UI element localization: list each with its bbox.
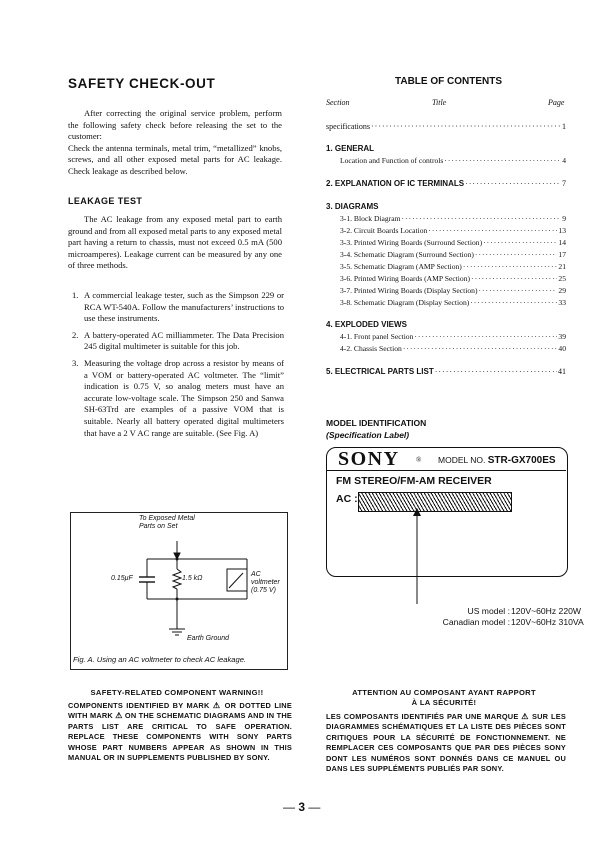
toc-header-page: Page: [548, 98, 565, 107]
attention-text: LES COMPOSANTS IDENTIFIÉS PAR UNE MARQUE ⚠ SUR LES DIAGRAMMES SCHÉMATIQUES ET LA LISTE DES PIÈCES SONT CRITIQUES POUR LA SÉCURITÉ DE FONCTIONNEMENT. NE REMPLACER CES COMPOSANTS QUE PAR DES PIÈCES SONY DONT LES NUMÉROS SONT DONNÉS DANS CE MANUEL OU DANS LES SUPPLÉMENTS PUBLIÉS PAR SONY.: [326, 712, 566, 774]
toc-header-section: Section: [326, 98, 350, 107]
toc-entry: 3-3. Printed Wiring Boards (Surround Section) ····· 14: [340, 238, 566, 247]
toc-entry: 5. ELECTRICAL PARTS LIST ····· 41: [326, 367, 566, 376]
list-item: [68, 330, 284, 353]
resistor-label: 1.5 kΩ: [182, 575, 203, 582]
toc-section-title: 4. EXPLODED VIEWS: [326, 320, 407, 329]
meter-label-2: voltmeter: [251, 579, 280, 586]
toc-entry: 3-7. Printed Wiring Boards (Display Section) ····· 29: [340, 286, 566, 295]
arrow-icon: [412, 508, 422, 604]
toc-entry: 4-1. Front panel Section ····· 39: [340, 332, 566, 341]
toc-entry: specifications ····· 1: [326, 122, 566, 131]
list-item-text: Measuring the voltage drop across a resistor by means of a VOM or battery-operated AC voltmeter. The “limit” indication is 0.75 V, so analog meters must have an accurate low-voltage scale. The Simpson 250 and Sanwa SH-63Trd are examples of a passive VOM that is suitable. Nearly all battery operated digital multimeters that have a 2 V AC range are suitable. (See Fig. A): [84, 357, 284, 438]
list-item-num: 3.: [72, 357, 79, 368]
warning-triangle-icon: ⚠: [212, 701, 222, 710]
list-item-num: 1.: [72, 290, 79, 300]
us-model-label: US model :: [467, 606, 510, 616]
capacitor-label: 0.15μF: [111, 575, 133, 582]
warning-text: COMPONENTS IDENTIFIED BY MARK ⚠ OR DOTTED LINE WITH MARK ⚠ ON THE SCHEMATIC DIAGRAMS AND IN THE PARTS LIST ARE CRITICAL TO SAFE OPERATION. REPLACE THESE COMPONENTS WITH SONY PARTS WHOSE PART NUMBERS APPEAR AS SHOWN IN THIS MANUAL OR IN SUPPLEMENTS PUBLISHED BY SONY.: [68, 701, 292, 763]
list-item-num: 2.: [72, 329, 79, 340]
leakage-text: [68, 214, 282, 272]
leakage-title: LEAKAGE TEST: [68, 196, 143, 206]
toc-section-title: 3. DIAGRAMS: [326, 202, 379, 211]
list-item: [68, 358, 284, 439]
model-number: MODEL NO. STR-GX700ES: [438, 455, 556, 466]
figure-caption: Fig. A. Using an AC voltmeter to check AC leakage.: [73, 655, 247, 664]
model-id-subtitle: (Specification Label): [326, 430, 410, 440]
toc-title: TABLE OF CONTENTS: [395, 76, 503, 87]
safety-title: SAFETY CHECK-OUT: [68, 76, 216, 91]
warning-triangle-icon: ⚠: [521, 712, 530, 721]
safety-intro-para-2: Check the antenna terminals, metal trim, “metallized” knobs, screws, and all other exposed metal parts for AC leakage. Check leakage as described below.: [68, 142, 282, 176]
ground-label: Earth Ground: [187, 635, 230, 642]
attention-title: ATTENTION AU COMPOSANT AYANT RAPPORT À LA SÉCURITÉ!: [352, 688, 536, 707]
warning-triangle-icon: ⚠: [115, 711, 123, 721]
ac-rating-area: [358, 492, 512, 512]
methods-list: [68, 290, 284, 444]
warning-title: SAFETY-RELATED COMPONENT WARNING!!: [90, 688, 264, 697]
page-number: — 3 —: [283, 800, 320, 814]
junction-dot: [176, 558, 179, 561]
leakage-para: The AC leakage from any exposed metal part to earth ground and from all exposed metal parts to any exposed metal part having a return to chassis, must not exceed 0.5 mA (500 microamperes). Leakage current can be measured by any one of three methods.: [68, 214, 282, 271]
toc-header-title: Title: [432, 98, 447, 107]
toc-entry: 3-8. Schematic Diagram (Display Section) ····· 33: [340, 298, 566, 307]
safety-intro-para-1: After correcting the original service problem, perform the following safety check before releasing the set to the customer:: [68, 108, 282, 142]
toc-entry: 3-6. Printed Wiring Boards (AMP Section) ····· 25: [340, 274, 566, 283]
figure-a: [70, 512, 288, 670]
canadian-model-label: Canadian model :: [442, 617, 510, 627]
list-item-text: A battery-operated AC milliammeter. The Data Precision 245 digital multimeter is suitable for this job.: [84, 329, 284, 352]
ratings-values: [511, 606, 584, 628]
toc-entry: Location and Function of controls ····· 4: [340, 156, 566, 165]
figure-top-label-2: Parts on Set: [139, 523, 178, 530]
junction-dot: [176, 598, 179, 601]
toc-entry: 3-1. Block Diagram ····· 9: [340, 214, 566, 223]
figure-top-label-1: To Exposed Metal: [139, 515, 195, 522]
toc-entry: 3-2. Circuit Boards Location ····· 13: [340, 226, 566, 235]
list-item: [68, 290, 284, 325]
registered-mark: ®: [416, 456, 422, 464]
toc-entry: 2. EXPLANATION OF IC TERMINALS ····· 7: [326, 179, 566, 188]
toc-entry: 3-5. Schematic Diagram (AMP Section) ····· 21: [340, 262, 566, 271]
canadian-model-value: 120V~60Hz 310VA: [511, 617, 584, 627]
meter-label-3: (0.75 V): [251, 587, 276, 594]
sony-logo: SONY: [338, 448, 400, 470]
toc-entry: 3-4. Schematic Diagram (Surround Section) ····· 17: [340, 250, 566, 259]
meter-label-1: AC: [251, 571, 261, 578]
toc-section-title: 1. GENERAL: [326, 144, 375, 153]
safety-intro: [68, 108, 282, 178]
ac-label: AC :: [336, 493, 358, 505]
us-model-value: 120V~60Hz 220W: [511, 606, 581, 616]
list-item-text: A commercial leakage tester, such as the Simpson 229 or RCA WT-540A. Follow the manufacturers’ instructions to use these instruments.: [84, 290, 284, 324]
ratings-labels: [360, 606, 510, 628]
toc-entry: 4-2. Chassis Section ····· 40: [340, 344, 566, 353]
receiver-label: FM STEREO/FM-AM RECEIVER: [336, 475, 492, 487]
model-id-title: MODEL IDENTIFICATION: [326, 418, 427, 428]
